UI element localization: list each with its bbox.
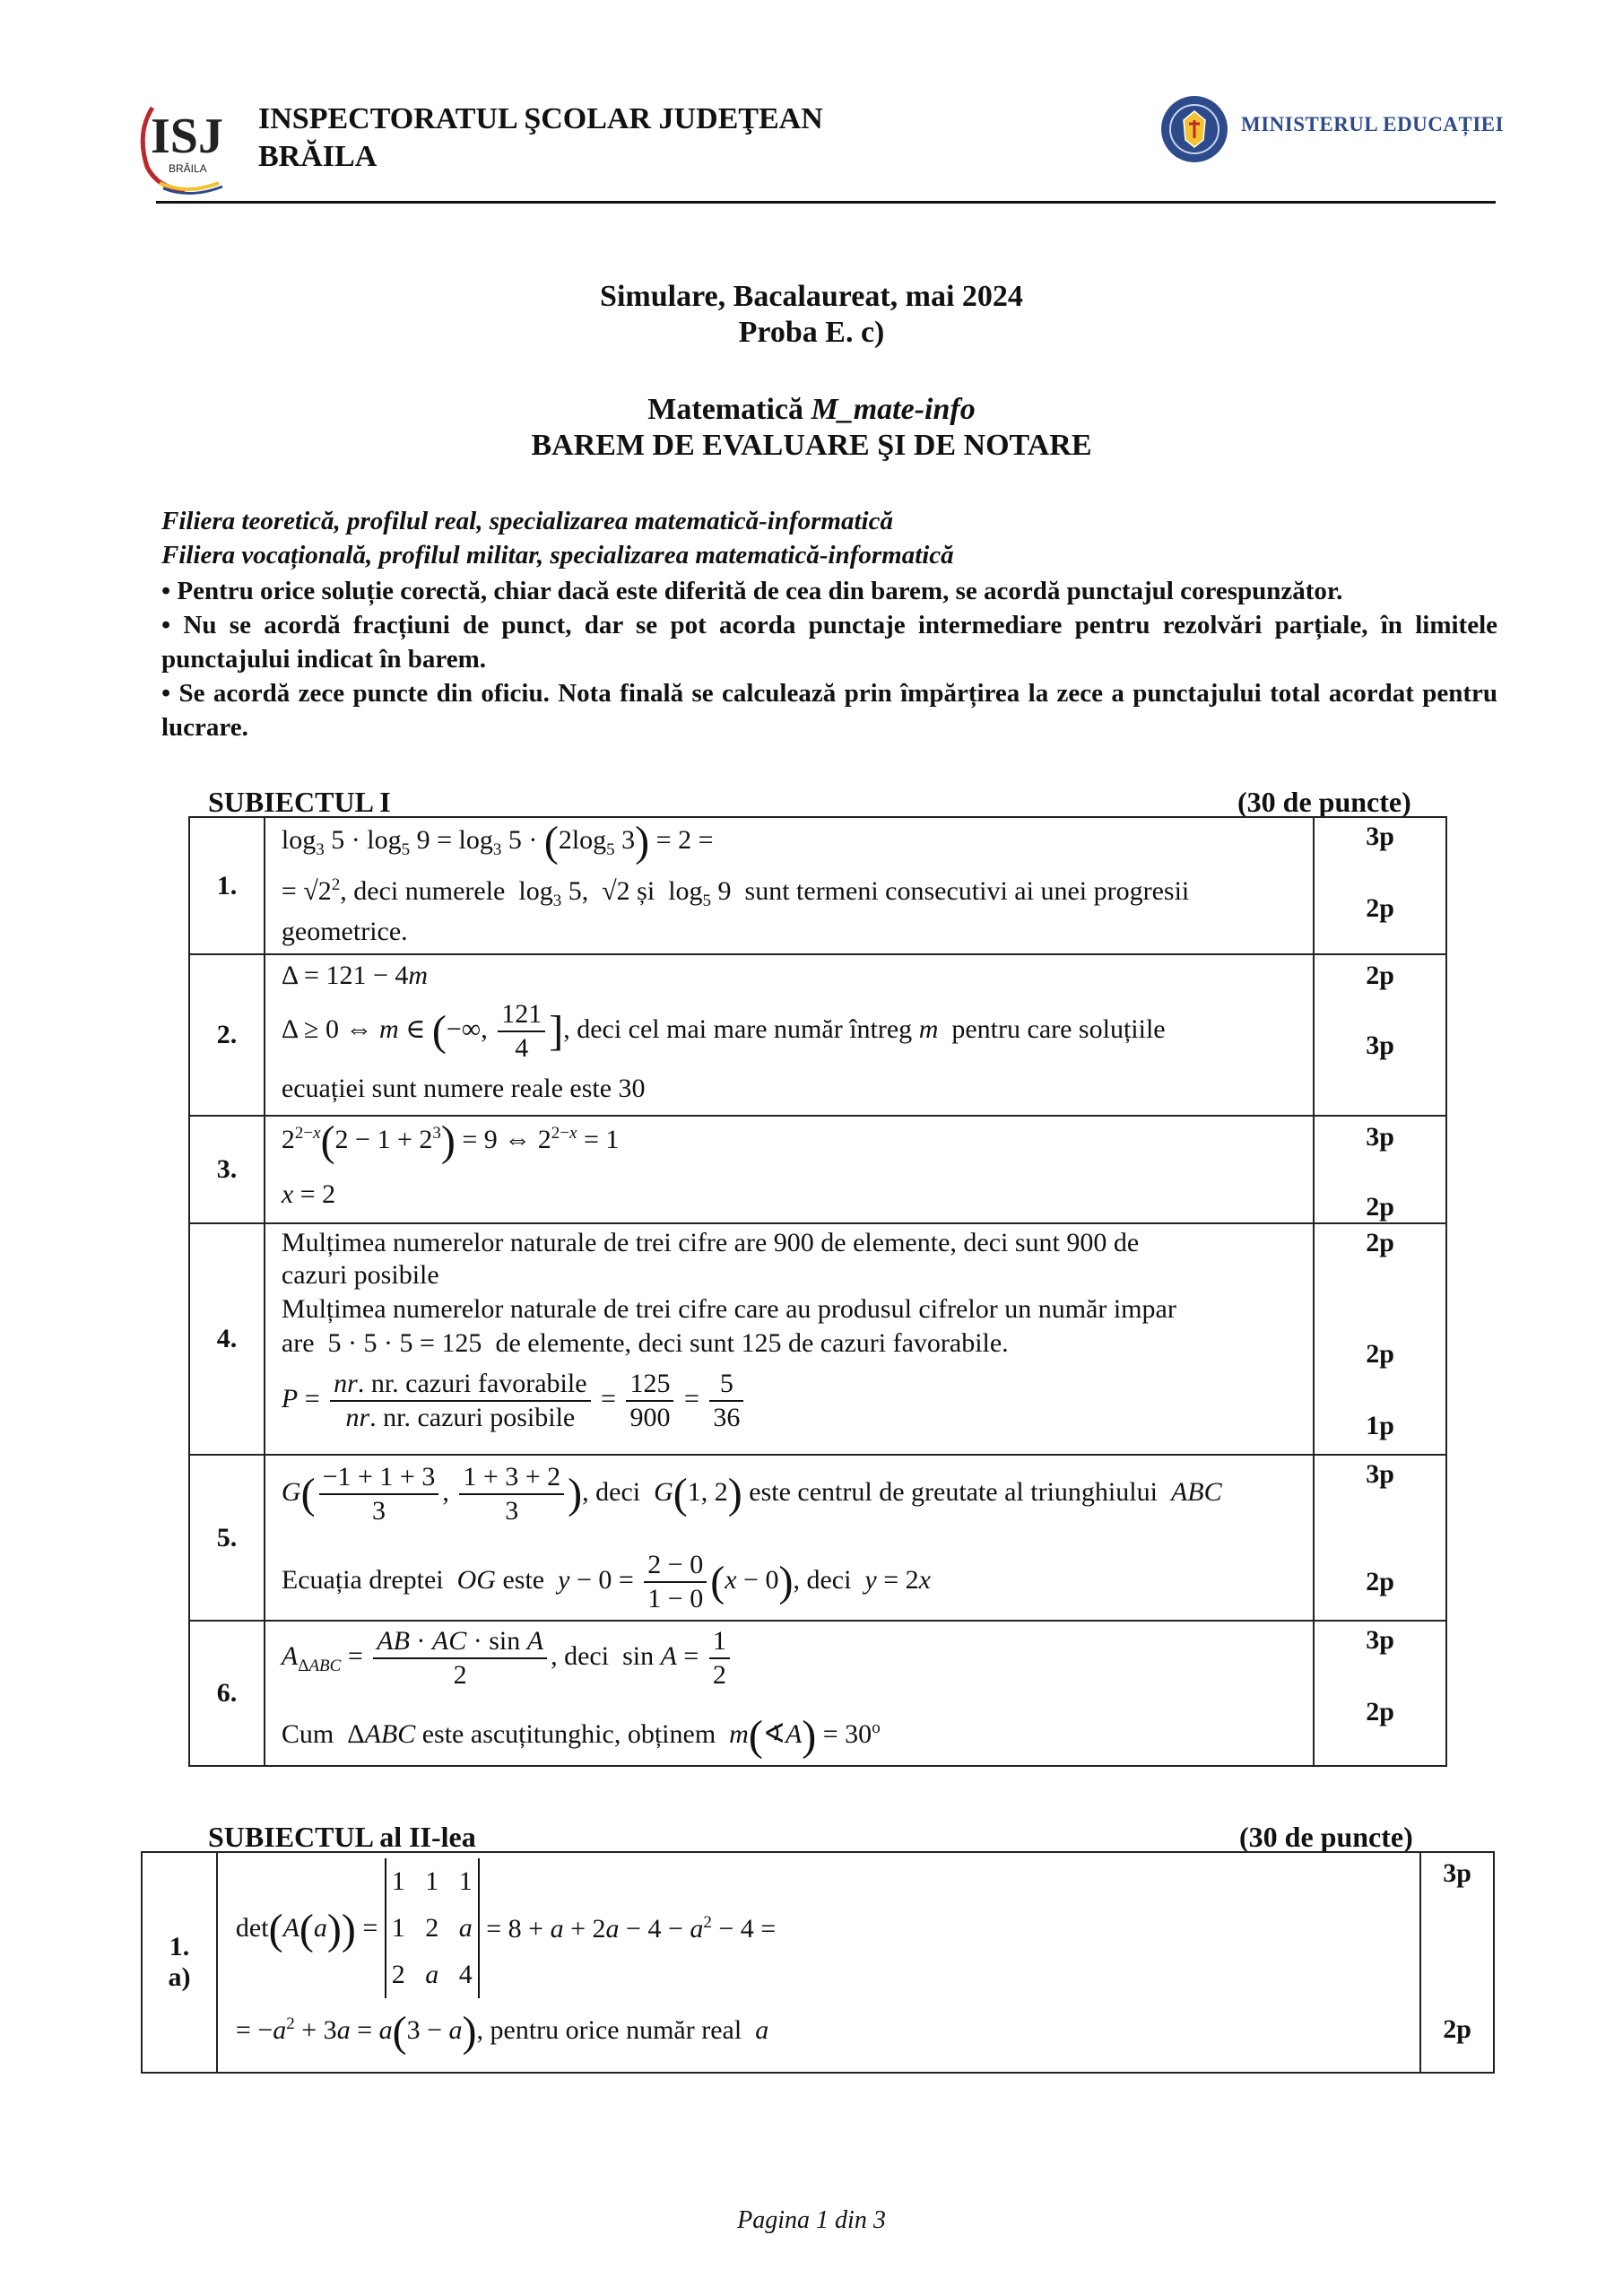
note-text: Pentru orice soluție corectă, chiar dacă este diferită de cea din barem, se acordă punctajul corespunzător.: [177, 577, 1343, 605]
points-value: 2p: [1366, 893, 1394, 923]
points-value: 1p: [1366, 1411, 1394, 1440]
isj-logo-subtext: BRĂILA: [169, 162, 207, 175]
solution-text: este centrul de greutate al triunghiului: [749, 1476, 1158, 1507]
points-value: 2p: [1366, 961, 1394, 990]
solution-text: sunt termeni consecutivi ai unei progresii: [744, 876, 1190, 906]
section1-title: SUBIECTUL I: [208, 786, 391, 818]
solution-text: , deci: [793, 1564, 852, 1595]
isj-logo-text: ISJ: [151, 109, 223, 164]
solution-line: cazuri posibile: [281, 1260, 439, 1290]
table-row: [189, 954, 1446, 1116]
institution-title: [258, 100, 823, 176]
section1-points: (30 de puncte): [1237, 786, 1411, 818]
solution-line: det(A(a)) = 1 1 1 1 2 a 2 a 4 = $8 + a + 2a - 4 - a^2 - 4$ =: [236, 1858, 776, 1998]
ministry-name: MINISTERUL EDUCAȚIEI: [1241, 113, 1505, 135]
section2-title: SUBIECTUL al II-lea: [208, 1821, 476, 1853]
solution-text: , deci: [582, 1476, 641, 1507]
solution-text: este: [502, 1564, 545, 1595]
points-value: 2p: [1366, 1567, 1394, 1596]
exam-subtitle: Proba E. c): [738, 316, 885, 349]
item-solution: [218, 1853, 1419, 2072]
points-value: 3p: [1366, 1625, 1394, 1655]
filiera-line: Filiera vocațională, profilul militar, specializarea matematică-informatică: [161, 541, 954, 570]
solution-line: $\log_3 5 \cdot \log_5 9 = \log_3 5 \cdot (2\log_5$ 3) = 2 =: [281, 818, 714, 866]
solution-text: Ecuația dreptei: [281, 1564, 444, 1595]
section2-table: [141, 1851, 1495, 2074]
points-value: 2p: [1366, 1228, 1394, 1257]
solution-line: ecuației sunt numere reale este 30: [281, 1074, 646, 1103]
item-number: 6.: [189, 1621, 265, 1766]
solution-text: , deci: [551, 1640, 610, 1671]
note-text: Nu se acordă fracțiuni de punct, dar se pot acorda punctaje intermediare pentru rezolvări parțiale, în limitele punctajului indicat în barem.: [161, 611, 1497, 674]
barem-title: BAREM DE EVALUARE ŞI DE NOTARE: [531, 429, 1092, 462]
solution-line: Mulțimea numerelor naturale de trei cifre care au produsul cifrelor un număr impar: [281, 1294, 1176, 1324]
points-value: 2p: [1366, 1339, 1394, 1369]
solution-line: = $√2^2$, deci numerele $\log_3 5$, √2 și $\log_5 9$ sunt termeni consecutivi ai unei progresii: [281, 875, 1190, 910]
item-solution: [265, 1117, 1313, 1222]
subject-title-prefix: Matematică: [647, 393, 812, 426]
item-number-main: 1.: [169, 1932, 190, 1961]
header-divider: [156, 201, 1496, 204]
page-footer: Pagina 1 din 3: [737, 2206, 886, 2234]
table-row: [189, 817, 1446, 954]
points-value: 3p: [1366, 1459, 1394, 1489]
note-item: • Pentru orice soluție corectă, chiar dacă este diferită de cea din barem, se acordă punctajul corespunzător.: [161, 577, 1343, 605]
points-value: 3p: [1366, 1031, 1394, 1060]
section1-table: [188, 816, 1447, 1767]
item-number: [142, 1852, 217, 2073]
solution-line: Cum ΔABC este ascuțitunghic, obținem m(∢A) = $30^o$: [281, 1712, 881, 1761]
romania-coat-of-arms-icon: [1159, 93, 1230, 165]
solution-text: pentru care soluțiile: [951, 1013, 1166, 1044]
points-value: 3p: [1366, 822, 1394, 851]
item-number: 1.: [189, 817, 265, 954]
points-value: 2p: [1366, 1192, 1394, 1222]
solution-line: G( $\frac{-1 + 1 + 3}{3}$ , $\frac{1 + 3 + 2}{3}$ ), deci G(1, 2) este centrul de greutate al triunghiului ABC: [281, 1462, 1222, 1526]
solution-line: x = 2: [281, 1179, 336, 1209]
institution-line2: BRĂILA: [258, 140, 378, 173]
fraction-numerator: nr. cazuri favorabile: [370, 1369, 587, 1398]
solution-text: , pentru orice număr real: [476, 2015, 742, 2045]
points-value: 2p: [1443, 2014, 1471, 2044]
note-item: • Se acordă zece puncte din oficiu. Nota finală se calculează prin împărțirea la zece a punctajului total acordat pentru lucrare.: [161, 679, 1498, 742]
solution-text: are: [281, 1328, 315, 1358]
item-number: 3.: [189, 1116, 265, 1223]
table-row: [189, 1223, 1446, 1455]
solution-line: Δ = 121 − 4m: [281, 961, 429, 990]
filiera-block: [161, 504, 1497, 572]
solution-text: , deci cel mai mare număr întreg: [563, 1013, 913, 1044]
determinant-matrix: 1 1 1 1 2 a 2 a 4: [385, 1858, 480, 1998]
solution-line: geometrice.: [281, 917, 408, 946]
solution-line: are 5 · 5 · 5 = 125 de elemente, deci sunt 125 de cazuri favorabile.: [281, 1328, 1009, 1358]
item-number: 4.: [189, 1223, 265, 1455]
note-text: Se acordă zece puncte din oficiu. Nota finală se calculează prin împărțirea la zece a punctajului total acordat pentru lucrare.: [161, 679, 1498, 742]
points-value: 3p: [1443, 1858, 1471, 1888]
table-row: [189, 1455, 1446, 1621]
table-row: [189, 1116, 1446, 1223]
item-number-sub: a): [168, 1962, 191, 1992]
solution-line: Mulțimea numerelor naturale de trei cifre are 900 de elemente, deci sunt 900 de: [281, 1228, 1140, 1257]
solution-line: P = $\frac{\text{nr. nr. cazuri favorabile}}{\text{nr. nr. cazuri posibile}}$ = $\frac{125}{900}$ = $\frac{5}{36}$: [282, 1368, 747, 1434]
exam-title: Simulare, Bacalaureat, mai 2024: [600, 280, 1023, 313]
solution-line: $2^{2-x}(2 - 1 + 2^3) = 9$ ⇔ $2^{2-x} = 1$: [281, 1118, 620, 1166]
subject-title-italic: M_mate-info: [811, 393, 976, 426]
solution-line: Ecuația dreptei OG este y − 0 = $\frac{2 - 0}{1 - 0}$ (x − 0), deci y = 2x: [281, 1550, 931, 1613]
notes-block: [161, 574, 1497, 744]
section2-points: (30 de puncte): [1239, 1821, 1413, 1853]
points-value: 2p: [1366, 1697, 1394, 1726]
subject-title: [0, 393, 1623, 427]
item-number: 2.: [189, 954, 265, 1116]
note-item: • Nu se acordă fracțiuni de punct, dar se pot acorda punctaje intermediare pentru rezolvări parțiale, în limitele punctajului indicat în barem.: [161, 611, 1497, 674]
item-solution: [265, 1622, 1313, 1765]
filiera-line: Filiera teoretică, profilul real, specializarea matematică-informatică: [161, 507, 893, 535]
solution-line: = $-a^2 + 3a = a(3 - a)$, pentru orice număr real a: [235, 2008, 769, 2057]
solution-text: este ascuțitunghic, obținem: [421, 1719, 716, 1749]
solution-text: de elemente, deci sunt 125 de cazuri favorabile.: [495, 1328, 1009, 1358]
table-row: [142, 1852, 1494, 2073]
item-solution: [265, 1456, 1313, 1620]
institution-line1: INSPECTORATUL ŞCOLAR JUDEŢEAN: [258, 102, 823, 135]
item-solution: [265, 955, 1313, 1115]
solution-text: Cum: [281, 1719, 334, 1749]
table-row: [189, 1621, 1446, 1766]
solution-line: $A_{\Delta ABC}$ = $\frac{\text{AB · AC · sin A}}{2}$ , deci sin A = $\frac{1}{2}$: [282, 1625, 733, 1692]
item-number: 5.: [189, 1455, 265, 1621]
fraction-denominator: nr. cazuri posibile: [383, 1403, 576, 1432]
isj-logo: [133, 97, 239, 197]
solution-text: , deci numerele: [340, 876, 506, 906]
item-solution: [265, 1224, 1313, 1454]
points-value: 3p: [1366, 1122, 1394, 1152]
item-solution: [265, 818, 1313, 953]
solution-line: Δ ≥ 0 ⇔ m ∈ (−∞, $\frac{121}{4}$ ], deci cel mai mare număr întreg m pentru care soluțiile: [281, 999, 1166, 1063]
